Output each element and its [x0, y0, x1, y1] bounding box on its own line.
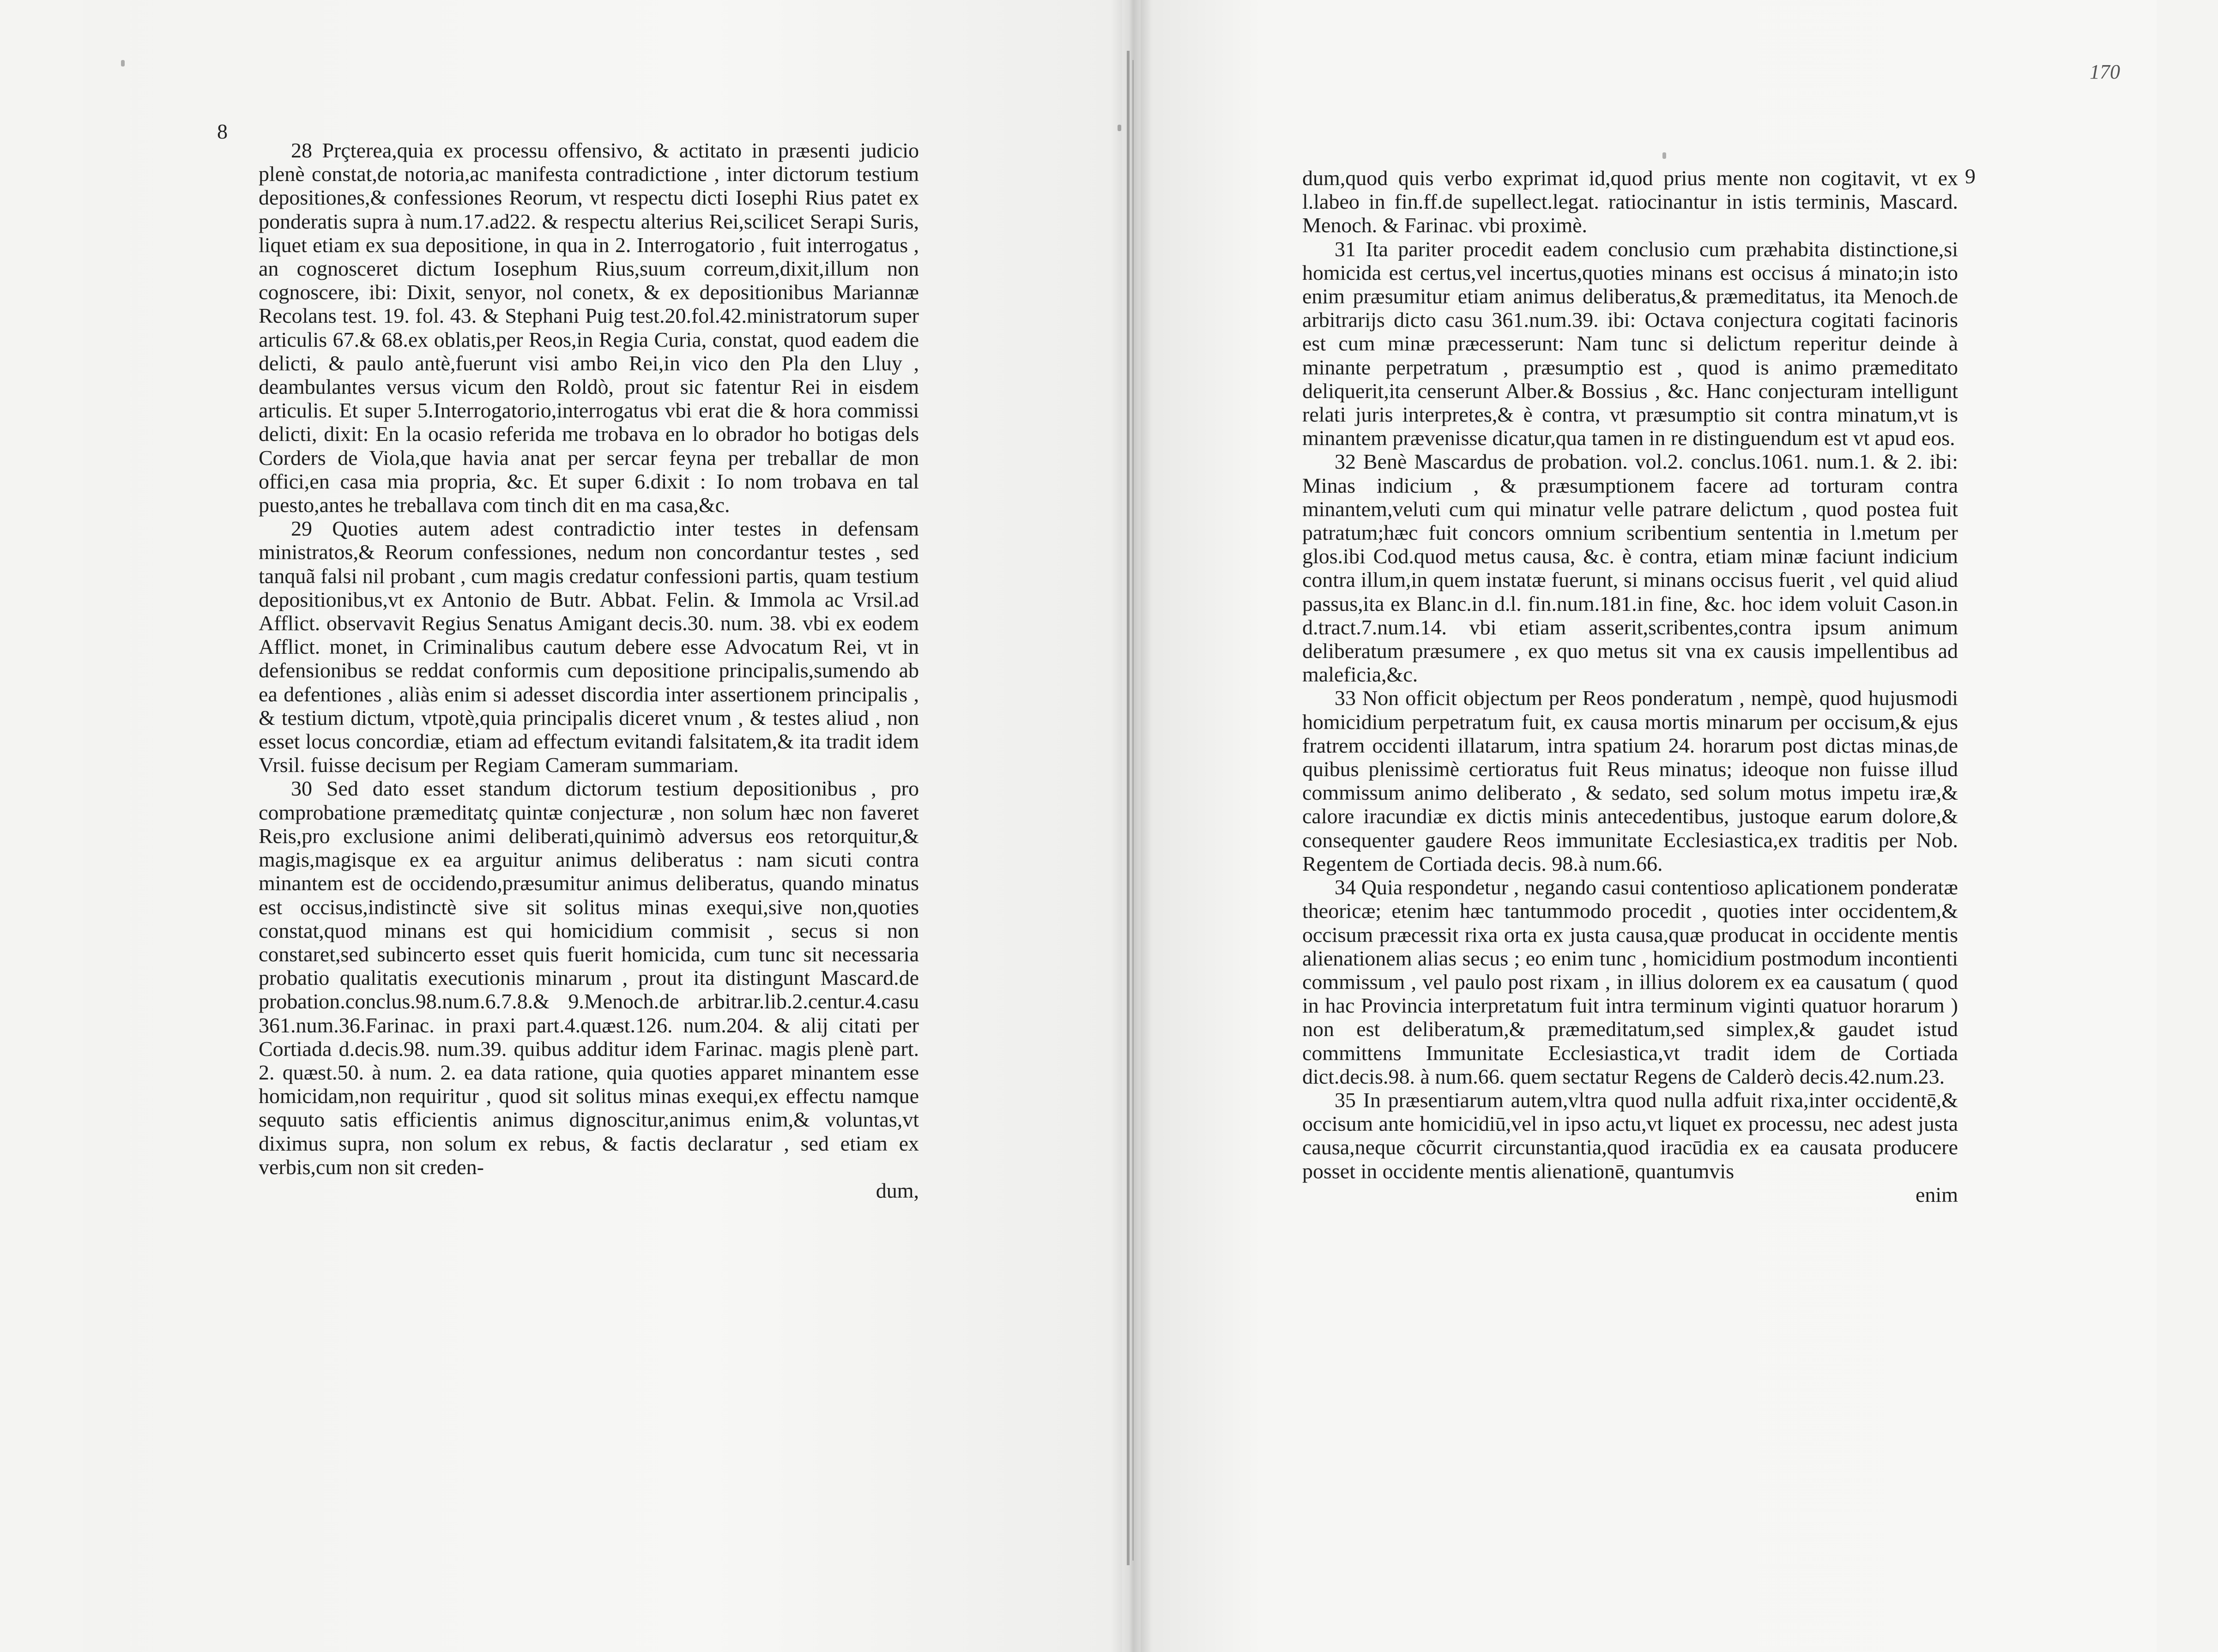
- paper-speck: [1118, 125, 1121, 131]
- book-gutter: [1111, 0, 1152, 1652]
- paragraph-31: 31 Ita pariter procedit eadem conclusio cum præhabita distinctione,si homicida est certus,vel incertus,quoties minans est occisus á minato;in isto enim præsumitur etiam animus deliberatus,& præmeditatus, ita Menoch.de arbitrarijs dicto casu 361.num.39. ibi: Octava conjectura cogitati facinoris est cum minæ præcesserunt: Nam tunc si delictum reperitur deinde à minante perpetratum , præsumptio est , quod is animo præmeditato deliquerit,ita censerunt Alber.& Bossius , &c. Hanc conjecturam intelligunt relati juris interpretes,& è contra, vt præsumptio sit contra minatum,vt is minantem prævenisse dicatur,qua tamen in re distinguendum est vt apud eos.: [1302, 237, 1958, 450]
- paragraph-34: 34 Quia respondetur , negando casui contentioso aplicationem ponderatæ theoricæ; etenim hæc tantummodo procedit , quoties inter occidentem,& occisum præcessit rixa orta ex justa causa,quæ producat in occidente mentis alienationem alias secus ; eo enim tunc , homicidium postmodum incontienti commissum , vel paulo post rixam , in illius dolorem ex ea causatum ( quod in hac Provincia interpretatum fuit intra terminum viginti quatuor horarum ) non est deliberatum,& præmeditatum,sed simplex,& gaudet istud committens Immunitate Ecclesiastica,vt tradit idem de Cortiada dict.decis.98. à num.66. quem sectatur Regens de Calderò decis.42.num.23.: [1302, 875, 1958, 1088]
- spine-shadow: [1127, 51, 1130, 1565]
- left-catchword: dum,: [876, 1178, 919, 1202]
- margin-folio-note: 170: [2090, 60, 2120, 83]
- paper-speck: [121, 60, 125, 66]
- paragraph-35: 35 In præsentiarum autem,vltra quod nulla adfuit rixa,inter occidentē,& occisum ante homicidiū,vel in ipso actu,vt liquet ex processu, nec adest justa causa,neque cõcurrit circunstantia,quod iracūdia ex ea causata producere posset in occidente mentis alienationē, quantumvis: [1302, 1088, 1958, 1183]
- paper-speck: [1662, 152, 1666, 159]
- paragraph-29: 29 Quoties autem adest contradictio inter testes in defensam ministratos,& Reorum confessiones, nedum non concordantur testes , sed tanquã falsi nil probant , cum magis credatur confessioni partis, quam testium depositionibus,vt ex Antonio de Butr. Abbat. Felin. & Immola ac Vrsil.ad Afflict. observavit Regius Senatus Amigant decis.30. num. 38. vbi ex eodem Afflict. monet, in Criminalibus cautum debere esse Advocatum Rei, vt in defensionibus se reddat conformis cum depositione principalis,sumendo ab ea defentiones , aliàs enim si adesset discordia inter assertionem principalis , & testium dictum, vtpotè,quia principalis diceret vnum , & testes aliud , non esset locus concordiæ, etiam ad effectum evitandi falsitatem,& ita tradit idem Vrsil. fuisse decisum per Regiam Cameram summariam.: [259, 517, 919, 777]
- right-page-number: 9: [1965, 164, 1976, 188]
- paragraph-30-continued: dum,quod quis verbo exprimat id,quod prius mente non cogitavit, vt ex l.labeo in fin.ff.de supellect.legat. ratiocinantur in istis terminis, Mascard. Menoch. & Farinac. vbi proximè.: [1302, 166, 1958, 237]
- right-catchword: enim: [1916, 1182, 1958, 1206]
- paragraph-30: 30 Sed dato esset standum dictorum testium depositionibus , pro comprobatione præmeditatç quintæ conjecturæ , non solum hæc non faveret Reis,pro exclusione animi deliberati,quinimò adversus eos retorquitur,& magis,magisque ex ea arguitur animus deliberatus : nam sicuti contra minantem est de occidendo,præsumitur animus deliberatus, quando minatus est occisus,indistinctè sive sit solitus minas exequi,sive non,quoties constat,quod minans est qui homicidium commisit , secus si non constaret,sed subincerto esset quis fuerit homicida, cum tunc sit necessaria probatio qualitatis executionis minarum , prout ita distingunt Mascard.de probation.conclus.98.num.6.7.8.& 9.Menoch.de arbitrar.lib.2.centur.4.casu 361.num.36.Farinac. in praxi part.4.quæst.126. num.204. & alij citati per Cortiada d.decis.98. num.39. quibus additur idem Farinac. magis plenè part. 2. quæst.50. à num. 2. ea data ratione, quia quoties apparet minantem esse homicidam,non requiritur , quod sit solitus minas exequi,ex effectu namque sequuto satis efficientis animus dignoscitur,animus enim,& voluntas,vt diximus supra, non solum ex rebus, & factis declaratur , sed etiam ex verbis,cum non sit creden-: [259, 777, 919, 1179]
- spine-shadow-inner: [1132, 60, 1134, 1561]
- paragraph-33: 33 Non officit objectum per Reos ponderatum , nempè, quod hujusmodi homicidium perpetratum fuit, ex causa mortis minarum per occisum,& ejus fratrem occidenti illatarum, intra spatium 24. horarum post dictas minas,de quibus plenissimè certioratus fuit Reus minatus; ideoque non fuisse illud commissum animo deliberato , & sedato, sed solum motus impetu iræ,& calore iracundiæ ex dictis minis antecedentibus, justoque earum dolore,& consequenter gaudere Reos immunitate Ecclesiastica,ex traditis per Nob. Regentem de Cortiada decis. 98.à num.66.: [1302, 686, 1958, 875]
- left-page-number: 8: [217, 120, 228, 143]
- paragraph-28: 28 Prçterea,quia ex processu offensivo, & actitato in præsenti judicio plenè constat,de notoria,ac manifesta contradictione , inter dictorum testium depositiones,& confessiones Reorum, vt respectu dicti Iosephi Rius patet ex ponderatis supra à num.17.ad22. & respectu alterius Rei,scilicet Serapi Suris, liquet etiam ex sua depositione, in qua in 2. Interrogatorio , fuit interrogatus , an cognosceret dictum Iosephum Rius,suum correum,dixit,illum non cognoscere, ibi: Dixit, senyor, nol conetx, & ex depositionibus Mariannæ Recolans test. 19. fol. 43. & Stephani Puig test.20.fol.42.ministratorum super articulis 67.& 68.ex oblatis,per Reos,in Regia Curia, constat, quod eadem die delicti, & paulo antè,fuerunt visi ambo Rei,in vico den Pla den Lluy , deambulantes versus vicum den Roldò, prout sic fatentur Rei in eisdem articulis. Et super 5.Interrogatorio,interrogatus vbi erat die & hora commissi delicti, dixit: En la ocasio referida me trobava en lo obrador ho botigas dels Corders de Viola,que havia anat per sercar feyna per treballar de mon offici,en casa mia propria, &c. Et super 6.dixit : Io nom trobava en tal puesto,antes he treballava com tinch dit en ma casa,&c.: [259, 139, 919, 517]
- paragraph-32: 32 Benè Mascardus de probation. vol.2. conclus.1061. num.1. & 2. ibi: Minas indicium , & præsumptionem facere ad torturam contra minantem,veluti cum qui minatur velle patrare delictum , quod postea fuit patratum;hæc fuit concors omnium scribentium sententia in l.metum per glos.ibi Cod.quod metus causa, &c. è contra, etiam minæ faciunt indicium contra illum,in quem instatæ fuerunt, si minans occisus fuerit , vel quid aliud passus,ita ex Blanc.in d.l. fin.num.181.in fine, &c. hoc idem voluit Cason.in d.tract.7.num.14. vbi etiam asserit,scribentes,contra ipsum animum deliberatum præsumere , ex quo metus sit vna ex causis impellentibus ad maleficia,&c.: [1302, 450, 1958, 687]
- right-page-text: [1302, 166, 1958, 1206]
- left-page-text: [259, 139, 919, 1202]
